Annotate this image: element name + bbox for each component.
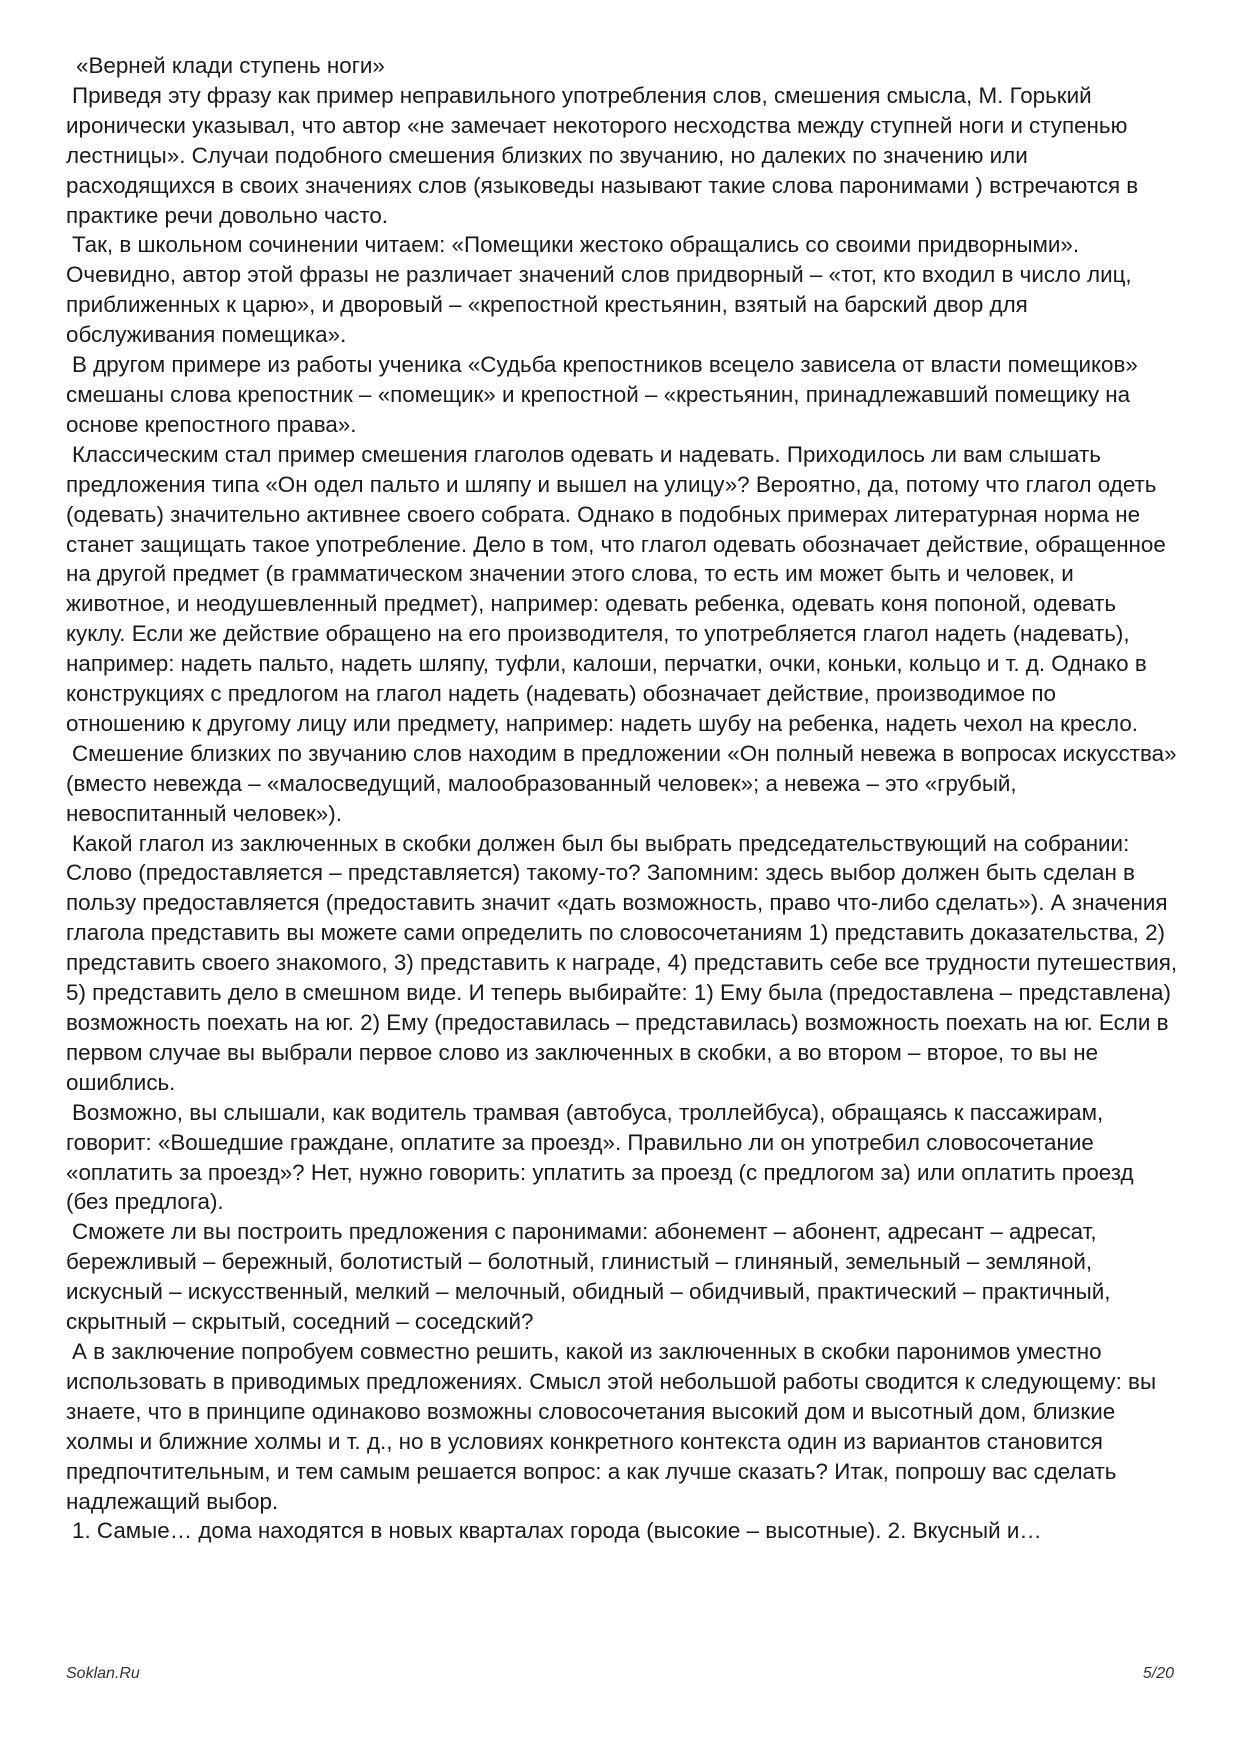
paragraph-9: А в заключение попробуем совместно решить, какой из заключенных в скобки паронимов уместно использовать в приводимых предложениях. Смысл этой небольшой работы сводится к следующему: вы знаете, что в принципе одинаково возможны словосочетания высокий дом и высотный дом, близкие холмы и ближние холмы и т. д., но в условиях конкретного контекста один из вариантов становится предпочтительным, и тем самым решается вопрос: а как лучше сказать? Итак, попрошу вас сделать надлежащий выбор. (66, 1338, 1157, 1514)
paragraph-4: Классическим стал пример смешения глаголов одевать и надевать. Приходилось ли вам слышать предложения типа «Он одел пальто и шляпу и вышел на улицу»? Вероятно, да, потому что глагол одеть (одевать) значительно активнее своего собрата. Однако в подобных примерах литературная норма не станет защищать такое употребление. Дело в том, что глагол одевать обозначает действие, обращенное на другой предмет (в грамматическом значении этого слова, то есть им может быть и человек, и животное, и неодушевленный предмет), например: одевать ребенка, одевать коня попоной, одевать куклу. Если же действие обращено на его производителя, то употребляется глагол надеть (надевать), например: надеть пальто, надеть шляпу, туфли, калоши, перчатки, очки, коньки, кольцо и т. д. Однако в конструкциях с предлогом на глагол надеть (надевать) обозначает действие, производимое по отношению к другому лицу или предмету, например: надеть шубу на ребенка, надеть чехол на кресло. (66, 441, 1166, 736)
paragraph-2: Так, в школьном сочинении читаем: «Помещики жестоко обращались со своими придворными». Очевидно, автор этой фразы не различает значений слов придворный – «тот, кто входил в число лиц, приближенных к царю», и дворовый – «крепостной крестьянин, взятый на барский двор для обслуживания помещика». (66, 232, 1132, 348)
footer-source: Soklan.Ru (66, 1665, 140, 1682)
document-title: «Верней клади ступень ноги» (76, 53, 385, 78)
footer-page-number: 5/20 (1142, 1665, 1174, 1682)
paragraph-7: Возможно, вы слышали, как водитель трамвая (автобуса, троллейбуса), обращаясь к пассажирам, говорит: «Вошедшие граждане, оплатите за проезд». Правильно ли он употребил словосочетание «оплатить за проезд»? Нет, нужно говорить: уплатить за проезд (с предлогом за) или оплатить проезд (без предлога). (66, 1099, 1134, 1215)
paragraph-1: Приведя эту фразу как пример неправильного употребления слов, смешения смысла, М. Горький иронически указывал, что автор «не замечает некоторого несходства между ступней ноги и ступенью лестницы». Случаи подобного смешения близких по звучанию, но далеких по значению или расходящихся в своих значениях слов (языковеды называют такие слова паронимами ) встречаются в практике речи довольно часто. (66, 82, 1139, 228)
paragraph-8: Сможете ли вы построить предложения с паронимами: абонемент – абонент, адресант – адресат, бережливый – бережный, болотистый – болотный, глинистый – глиняный, земельный – земляной, искусный – искусственный, мелкий – мелочный, обидный – обидчивый, практический – практичный, скрытный – скрытый, соседний – соседский? (66, 1219, 1111, 1335)
paragraph-6: Какой глагол из заключенных в скобки должен был бы выбрать председательствующий на собрании: Слово (предоставляется – представляется) такому-то? Запомним: здесь выбор должен быть сделан в пользу предоставляется (предоставить значит «дать возможность, право что-либо сделать»). А значения глагола представить вы можете сами определить по словосочетаниям 1) представить доказательства, 2) представить своего знакомого, 3) представить к награде, 4) представить себе все трудности путешествия, 5) представить дело в смешном виде. И теперь выбирайте: 1) Ему была (предоставлена – представлена) возможность поехать на юг. 2) Ему (предоставилась – представилась) возможность поехать на юг. Если в первом случае вы выбрали первое слово из заключенных в скобки, а во втором – второе, то вы не ошиблись. (66, 830, 1178, 1095)
paragraph-3: В другом примере из работы ученика «Судьба крепостников всецело зависела от власти помещиков» смешаны слова крепостник – «помещик» и крепостной – «крестьянин, принадлежавший помещику на основе крепостного права». (66, 352, 1138, 437)
document-body (66, 51, 1181, 1546)
paragraph-5: Смешение близких по звучанию слов находим в предложении «Он полный невежа в вопросах искусства» (вместо невежда – «малосведущий, малообразованный человек»; а невежа – это «грубый, невоспитанный человек»). (66, 740, 1177, 826)
paragraph-10: 1. Самые… дома находятся в новых кварталах города (высокие – высотные). 2. Вкусный и… (72, 1518, 1042, 1544)
